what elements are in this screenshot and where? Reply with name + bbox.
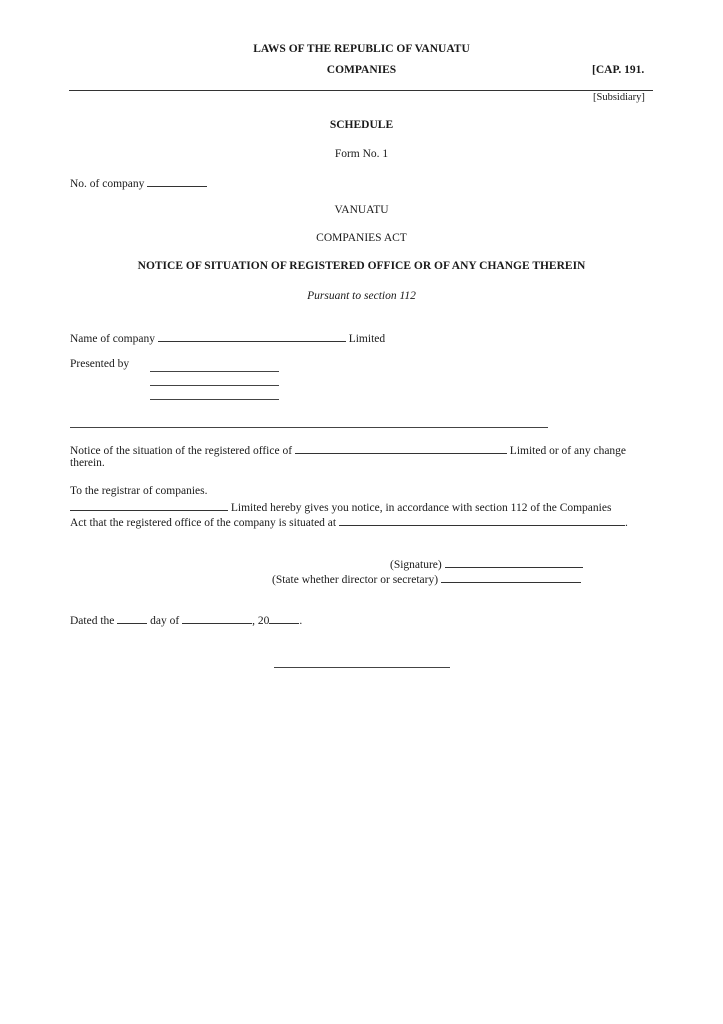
act-heading: COMPANIES ACT — [316, 232, 407, 244]
presented-by-line-1[interactable] — [150, 371, 279, 372]
limited-suffix: Limited — [348, 333, 386, 345]
body-line-1 — [70, 499, 611, 514]
month-blank[interactable] — [182, 612, 252, 624]
office-address-blank[interactable] — [339, 514, 625, 526]
form-number: Form No. 1 — [334, 148, 389, 160]
chapter-number: [CAP. 191. — [592, 64, 645, 76]
company-number-blank[interactable] — [147, 175, 207, 187]
date-period: . — [299, 615, 303, 627]
giving-company-blank[interactable] — [70, 499, 228, 511]
header-rule — [69, 90, 653, 91]
body-line-2 — [70, 514, 628, 529]
signature-label: (Signature) — [390, 559, 442, 571]
day-of-label: day of — [150, 615, 180, 627]
notice-line-1 — [70, 442, 626, 457]
country-heading: VANUATU — [334, 204, 389, 216]
law-subtitle: COMPANIES — [326, 64, 397, 76]
capacity-blank[interactable] — [441, 571, 581, 583]
company-name-label: Name of company — [70, 333, 155, 345]
subsidiary-label: [Subsidiary] — [593, 92, 645, 103]
office-company-blank[interactable] — [295, 442, 507, 454]
presented-by-label: Presented by — [70, 358, 130, 370]
law-title: LAWS OF THE REPUBLIC OF VANUATU — [253, 43, 470, 55]
body-period: . — [625, 517, 628, 529]
capacity-label: (State whether director or secretary) — [272, 574, 439, 586]
notice-line-2: therein. — [70, 457, 105, 469]
closing-rule — [274, 667, 450, 668]
company-number-label: No. of company — [70, 178, 145, 190]
notice-title: NOTICE OF SITUATION OF REGISTERED OFFICE OR OF ANY CHANGE THEREIN — [137, 260, 586, 272]
body-text-1: Limited hereby gives you notice, in accordance with section 112 of the Companies — [230, 502, 612, 514]
notice-text-b: Limited or of any change — [509, 445, 627, 457]
date-field — [70, 612, 302, 627]
day-blank[interactable] — [117, 612, 147, 624]
company-name-field — [70, 330, 385, 345]
capacity-field — [272, 571, 581, 586]
company-name-blank[interactable] — [158, 330, 346, 342]
pursuant-line: Pursuant to section 112 — [307, 290, 416, 302]
body-text-2: Act that the registered office of the company is situated at — [70, 517, 337, 529]
year-prefix: , 20 — [252, 615, 270, 627]
signature-blank[interactable] — [445, 556, 583, 568]
schedule-heading: SCHEDULE — [329, 119, 394, 131]
year-blank[interactable] — [269, 612, 299, 624]
dated-the-label: Dated the — [70, 615, 115, 627]
to-registrar: To the registrar of companies. — [70, 485, 208, 497]
signature-field — [390, 556, 583, 571]
section-divider — [70, 427, 548, 428]
company-number-field — [70, 175, 207, 190]
notice-text-a: Notice of the situation of the registered office of — [70, 445, 293, 457]
presented-by-line-2[interactable] — [150, 385, 279, 386]
presented-by-line-3[interactable] — [150, 399, 279, 400]
